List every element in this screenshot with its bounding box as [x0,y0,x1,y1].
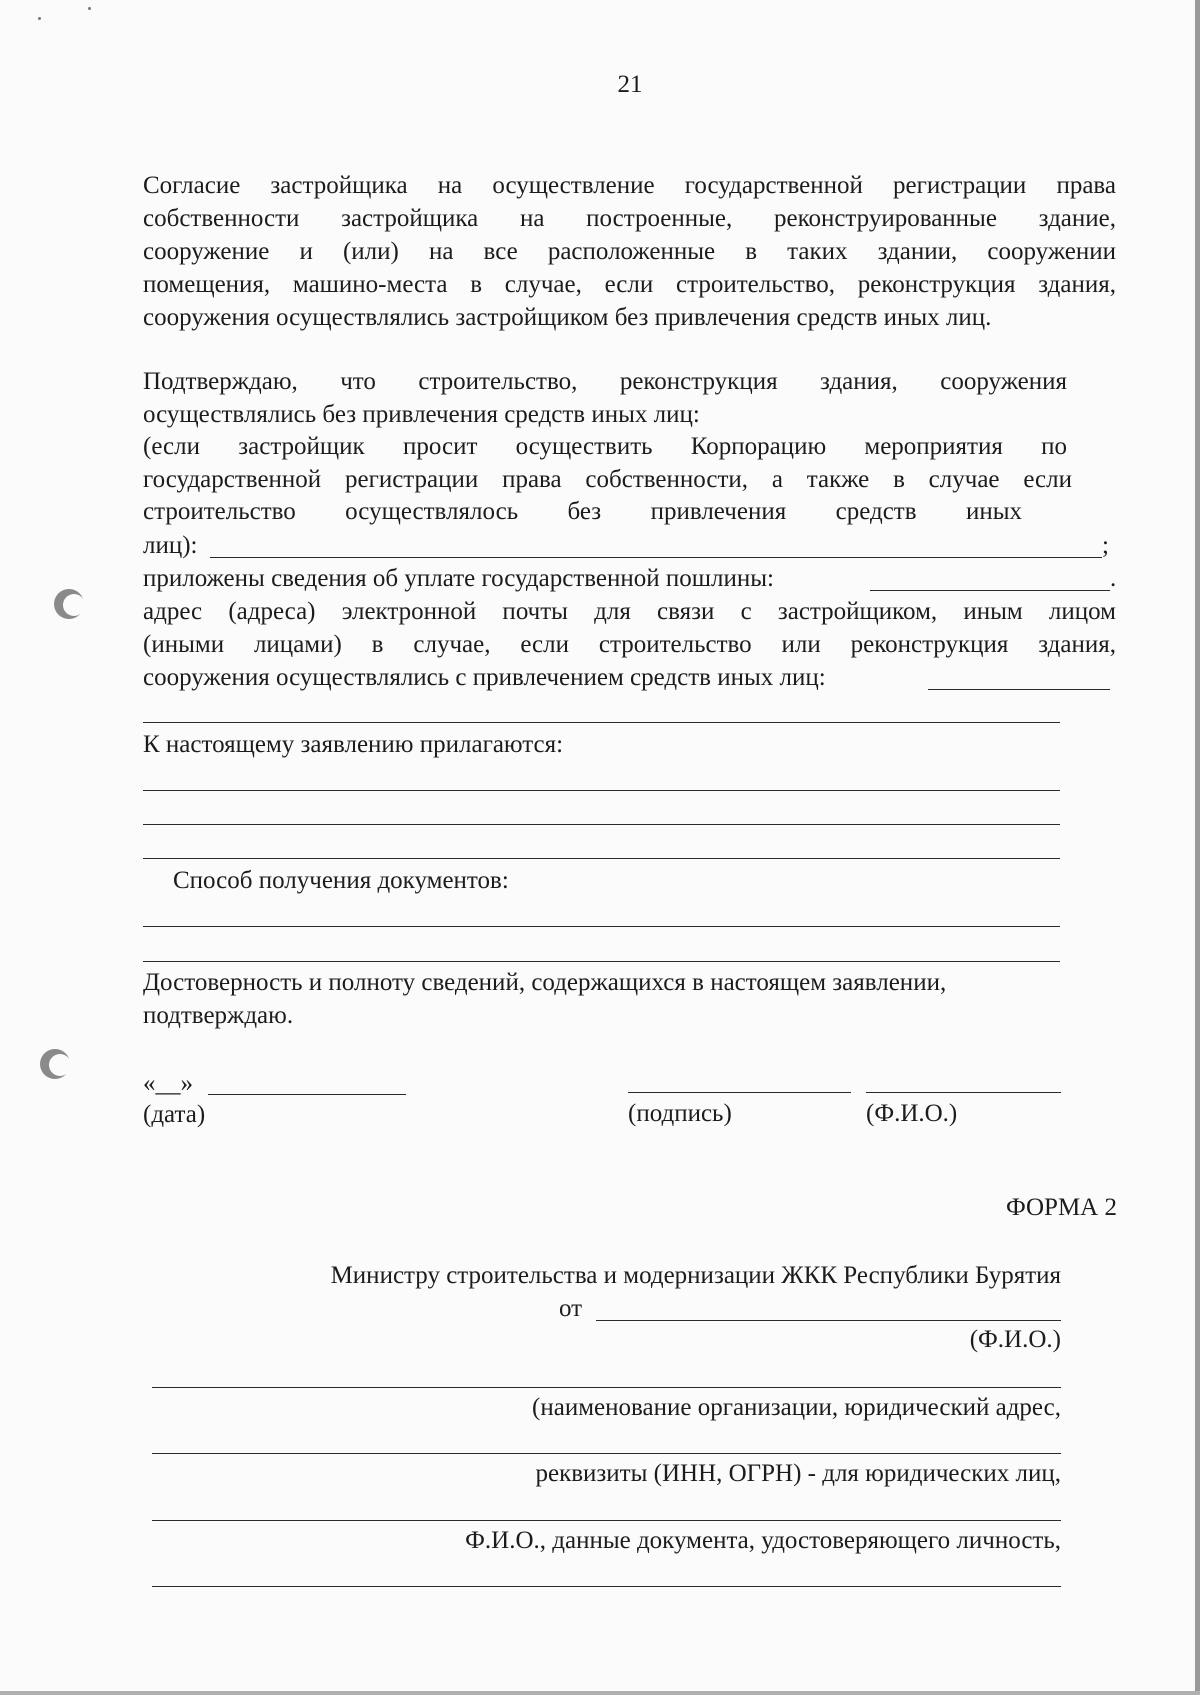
from-label: от [559,1295,583,1322]
date-caption: (дата) [143,1101,206,1128]
punch-hole [54,589,84,619]
signature-caption: (подпись) [628,1100,732,1127]
attachments-label: К настоящему заявлению прилагаются: [143,731,564,758]
applicant-field-line[interactable] [152,1586,1061,1587]
confirm-line: строительство осуществлялось без привлечения средств иных [143,498,1022,525]
addressee-line: Министру строительства и модернизации ЖКК Республики Бурятия [330,1262,1061,1289]
email-field-line[interactable] [928,689,1110,690]
receipt-label: Способ получения документов: [173,867,509,894]
applicant-field-line[interactable] [152,1453,1061,1454]
accuracy-line: подтверждаю. [143,1002,294,1029]
scan-edge-right [1195,0,1200,1695]
attachments-field-line[interactable] [143,858,1060,859]
applicant-field-line[interactable] [152,1387,1061,1388]
date-mark: «__» [143,1070,193,1097]
name-caption: (Ф.И.О.) [866,1100,958,1127]
attachments-field-line[interactable] [143,790,1060,791]
attachments-field-line[interactable] [143,824,1060,825]
date-field-line[interactable] [208,1094,406,1095]
scan-speck [88,7,91,10]
scan-edge-bottom [0,1691,1200,1695]
persons-suffix: ; [1102,532,1109,559]
fee-suffix: . [1110,565,1117,592]
signature-field-line[interactable] [628,1092,851,1093]
scan-speck [38,17,41,20]
receipt-field-line[interactable] [143,926,1060,927]
receipt-field-line[interactable] [143,961,1060,962]
persons-field-line[interactable] [210,557,1102,558]
from-field-line[interactable] [596,1320,1061,1321]
confirm-line: осуществлялись без привлечения средств иных лиц: [143,401,700,428]
name-field-line[interactable] [866,1092,1061,1093]
email-line: сооружения осуществлялись с привлечением средств иных лиц: [143,664,826,691]
persons-prefix: лиц): [143,532,198,559]
accuracy-line: Достоверность и полноту сведений, содержащихся в настоящем заявлении, [143,969,947,996]
consent-line: сооружение и (или) на все расположенные в таких здании, сооружении [143,238,1116,265]
applicant-field-line[interactable] [152,1520,1061,1521]
from-caption: (Ф.И.О.) [969,1326,1061,1353]
consent-line: помещения, машино-места в случае, если строительство, реконструкция здания, [143,271,1116,298]
consent-line: Согласие застройщика на осуществление государственной регистрации права [143,172,1116,199]
confirm-line: Подтверждаю, что строительство, реконструкция здания, сооружения [143,368,1067,395]
email-line: (иными лицами) в случае, если строительство или реконструкция здания, [143,631,1116,658]
applicant-caption: (наименование организации, юридический адрес, [532,1394,1061,1421]
page-number: 21 [617,71,643,98]
confirm-line: государственной регистрации права собственности, а также в случае если [143,466,1072,493]
consent-line: собственности застройщика на построенные, реконструированные здание, [143,205,1116,232]
form-heading: ФОРМА 2 [1005,1194,1117,1221]
confirm-line: (если застройщик просит осуществить Корпорацию мероприятия по [143,433,1067,460]
punch-hole [40,1049,70,1079]
applicant-caption: реквизиты (ИНН, ОГРН) - для юридических лиц, [535,1460,1061,1487]
email-line: адрес (адреса) электронной почты для связи с застройщиком, иным лицом [143,598,1116,625]
fee-label: приложены сведения об уплате государственной пошлины: [143,565,774,592]
fee-field-line[interactable] [870,590,1110,591]
applicant-caption: Ф.И.О., данные документа, удостоверяющего личность, [465,1527,1061,1554]
consent-line: сооружения осуществлялись застройщиком без привлечения средств иных лиц. [143,304,992,331]
email-field-line-2[interactable] [143,722,1060,723]
